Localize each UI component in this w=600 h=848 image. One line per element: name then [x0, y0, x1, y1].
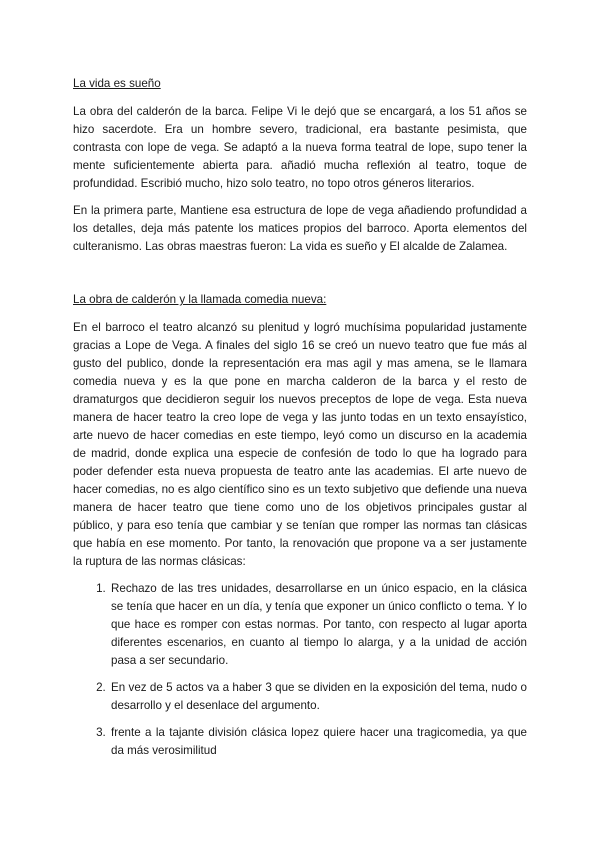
list-item: 2. En vez de 5 actos va a haber 3 que se dividen en la exposición del tema, nudo o desarrollo y el desenlace del argumento. — [109, 679, 527, 715]
paragraph-barroco-teatro: En el barroco el teatro alcanzó su plenitud y logró muchísima popularidad justamente gracias a Lope de Vega. A finales del siglo 16 se creó un nuevo teatro que fue más al gusto del publico, donde la representación era mas agil y mas amena, se le llamara comedia nueva y es la que pone en marcha calderon de la barca y el resto de dramaturgos que decidieron seguir los nuevos preceptos de lope de vega. Esta nueva manera de hacer teatro la creo lope de vega y las junto todas en un texto ensayístico, arte nuevo de hacer comedias en este tiempo, leyó como un discurso en la academia de madrid, donde explica una especie de confesión de todo lo que ha logrado para poder defender esta nueva propuesta de teatro ante las academias. El arte nuevo de hacer comedias, no es algo científico sino es un texto subjetivo que defiende una nueva manera de hacer teatro que tiene como uno de los objetivos principales gustar al público, y para eso tenía que cambiar y se tenían que romper las normas tan clásicas que había en ese momento. Por tanto, la renovación que propone va a ser justamente la ruptura de las normas clásicas: — [73, 321, 527, 568]
list-item: 1. Rechazo de las tres unidades, desarrollarse en un único espacio, en la clásica se tenía que hacer en un día, y tenía que exponer un único conflicto o tema. Y lo que hace es romper con estas normas. Por tanto, con respecto al lugar aporta diferentes escenarios, en cuanto al tiempo lo alarga, y a la unidad de acción pasa a ser secundario. — [109, 580, 527, 670]
section-title-comedia-nueva: La obra de calderón y la llamada comedia nueva: — [73, 293, 327, 306]
paragraph-calderon-bio: La obra del calderón de la barca. Felipe Vi le dejó que se encargará, a los 51 años se hizo sacerdote. Era un hombre severo, tradicional, era bastante pesimista, que contrasta con lope de vega. Se adaptó a la nueva forma teatral de lope, supo tener la mente suficientemente abierta para. añadió mucha reflexión al teatro, toque de profundidad. Escribió mucho, hizo solo teatro, no topo otros géneros literarios. — [73, 105, 527, 190]
section-spacer — [73, 265, 527, 291]
section-title-la-vida-es-sueno: La vida es sueño — [73, 77, 161, 90]
paragraph-primera-parte: En la primera parte, Mantiene esa estructura de lope de vega añadiendo profundidad a los detalles, deja más patente los matices propios del barroco. Aporta elementos del culteranismo. Las obras maestras fueron: La vida es sueño y El alcalde de Zalamea. — [73, 204, 527, 253]
numbered-list — [73, 580, 527, 760]
list-item: 3. frente a la tajante división clásica lopez quiere hacer una tragicomedia, ya que da más verosimilitud — [109, 724, 527, 760]
